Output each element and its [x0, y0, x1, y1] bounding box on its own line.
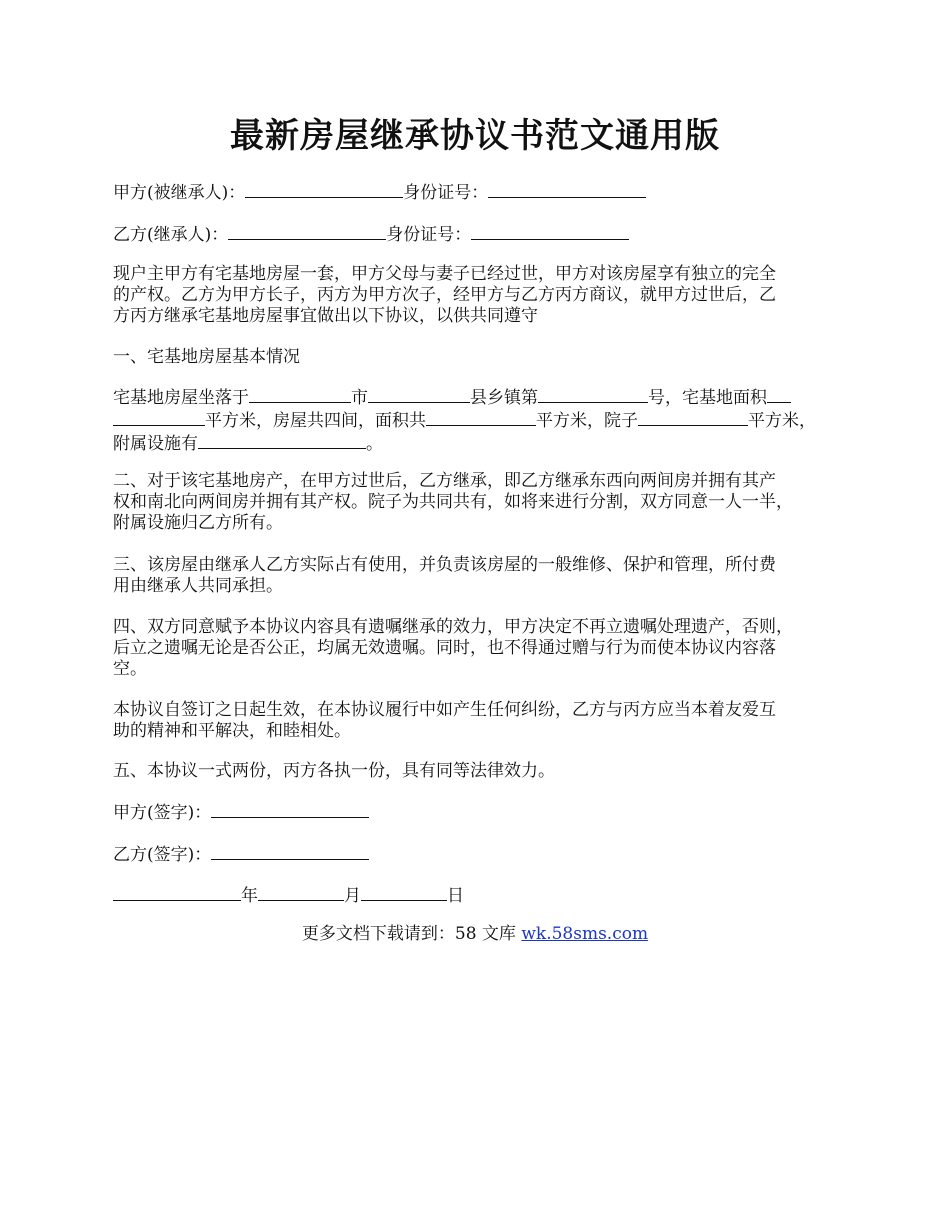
section4-paragraph — [113, 617, 853, 680]
facilities-label: 附属设施有 — [113, 434, 198, 454]
land-area-unit: 平方米，房屋共四间，面积共 — [205, 411, 426, 431]
party-a-name-blank — [245, 181, 403, 198]
party-b-name-blank — [228, 223, 386, 240]
day-label: 日 — [447, 886, 464, 906]
town-blank — [368, 386, 470, 403]
yard-area-unit: 平方米， — [748, 411, 816, 431]
section5-paragraph: 五、本协议一式两份，丙方各执一份，具有同等法律效力。 — [113, 761, 555, 781]
section4-line: 四、双方同意赋予本协议内容具有遗嘱继承的效力，甲方决定不再立遗嘱处理遗产，否则， — [113, 617, 793, 637]
location-line-1 — [113, 386, 853, 409]
party-b-line — [113, 223, 853, 246]
intro-line: 的产权。乙方为甲方长子，丙方为甲方次子，经甲方与乙方丙方商议，就甲方过世后，乙 — [113, 285, 776, 305]
party-b-id-blank — [471, 223, 629, 240]
number-label: 号，宅基地面积 — [648, 388, 767, 408]
location-paragraph — [113, 386, 853, 455]
year-label: 年 — [241, 886, 258, 906]
year-blank — [113, 884, 241, 901]
footer-text: 更多文档下载请到：58 文库 — [301, 924, 522, 944]
month-label: 月 — [344, 886, 361, 906]
signature-a-label: 甲方(签字)： — [113, 803, 212, 823]
party-b-id-label: 身份证号： — [386, 225, 472, 245]
party-a-line — [113, 181, 853, 204]
land-area-blank-start — [767, 386, 791, 403]
house-area-blank — [426, 409, 536, 426]
signature-a-blank — [211, 801, 369, 818]
house-area-unit: 平方米，院子 — [536, 411, 638, 431]
effect-line: 本协议自签订之日起生效，在本协议履行中如产生任何纠纷，乙方与丙方应当本着友爱互 — [113, 700, 776, 720]
land-area-blank — [113, 409, 205, 426]
section1-heading: 一、宅基地房屋基本情况 — [113, 347, 300, 367]
intro-line: 现户主甲方有宅基地房屋一套，甲方父母与妻子已经过世，甲方对该房屋享有独立的完全 — [113, 264, 776, 284]
location-prefix: 宅基地房屋坐落于 — [113, 388, 249, 408]
intro-paragraph — [113, 264, 853, 327]
effect-paragraph — [113, 700, 853, 742]
signature-b-label: 乙方(签字)： — [113, 845, 212, 865]
day-blank — [361, 884, 447, 901]
number-blank — [538, 386, 648, 403]
city-blank — [249, 386, 351, 403]
intro-line: 方丙方继承宅基地房屋事宜做出以下协议，以供共同遵守 — [113, 306, 538, 326]
month-blank — [258, 884, 344, 901]
party-a-id-label: 身份证号： — [403, 183, 489, 203]
facilities-blank — [198, 432, 366, 449]
section3-line: 三、该房屋由继承人乙方实际占有使用，并负责该房屋的一般维修、保护和管理，所付费 — [113, 555, 776, 575]
signature-a-line — [113, 801, 853, 824]
yard-area-blank — [638, 409, 748, 426]
location-line-3 — [113, 432, 853, 455]
section2-line: 附属设施归乙方所有。 — [113, 513, 283, 533]
document-title: 最新房屋继承协议书范文通用版 — [230, 116, 720, 156]
section2-line: 权和南北向两间房并拥有其产权。院子为共同共有，如将来进行分割，双方同意一人一半， — [113, 492, 793, 512]
party-a-label: 甲方(被继承人)： — [113, 183, 246, 203]
party-a-id-blank — [488, 181, 646, 198]
party-b-label: 乙方(继承人)： — [113, 225, 229, 245]
section4-line: 空。 — [113, 659, 147, 679]
signature-b-blank — [211, 843, 369, 860]
city-label: 市 — [351, 388, 368, 408]
location-line-2 — [113, 409, 853, 432]
footer-link[interactable]: wk.58sms.com — [521, 924, 649, 944]
facilities-end: 。 — [366, 434, 383, 454]
date-line — [113, 884, 853, 907]
town-label: 县乡镇第 — [470, 388, 538, 408]
section2-paragraph — [113, 471, 853, 534]
signature-b-line — [113, 843, 853, 866]
section3-line: 用由继承人共同承担。 — [113, 576, 283, 596]
section3-paragraph — [113, 555, 853, 597]
section2-line: 二、对于该宅基地房产，在甲方过世后，乙方继承，即乙方继承东西向两间房并拥有其产 — [113, 471, 776, 491]
footer — [0, 924, 950, 945]
effect-line: 助的精神和平解决，和睦相处。 — [113, 721, 351, 741]
section4-line: 后立之遗嘱无论是否公正，均属无效遗嘱。同时，也不得通过赠与行为而使本协议内容落 — [113, 638, 776, 658]
